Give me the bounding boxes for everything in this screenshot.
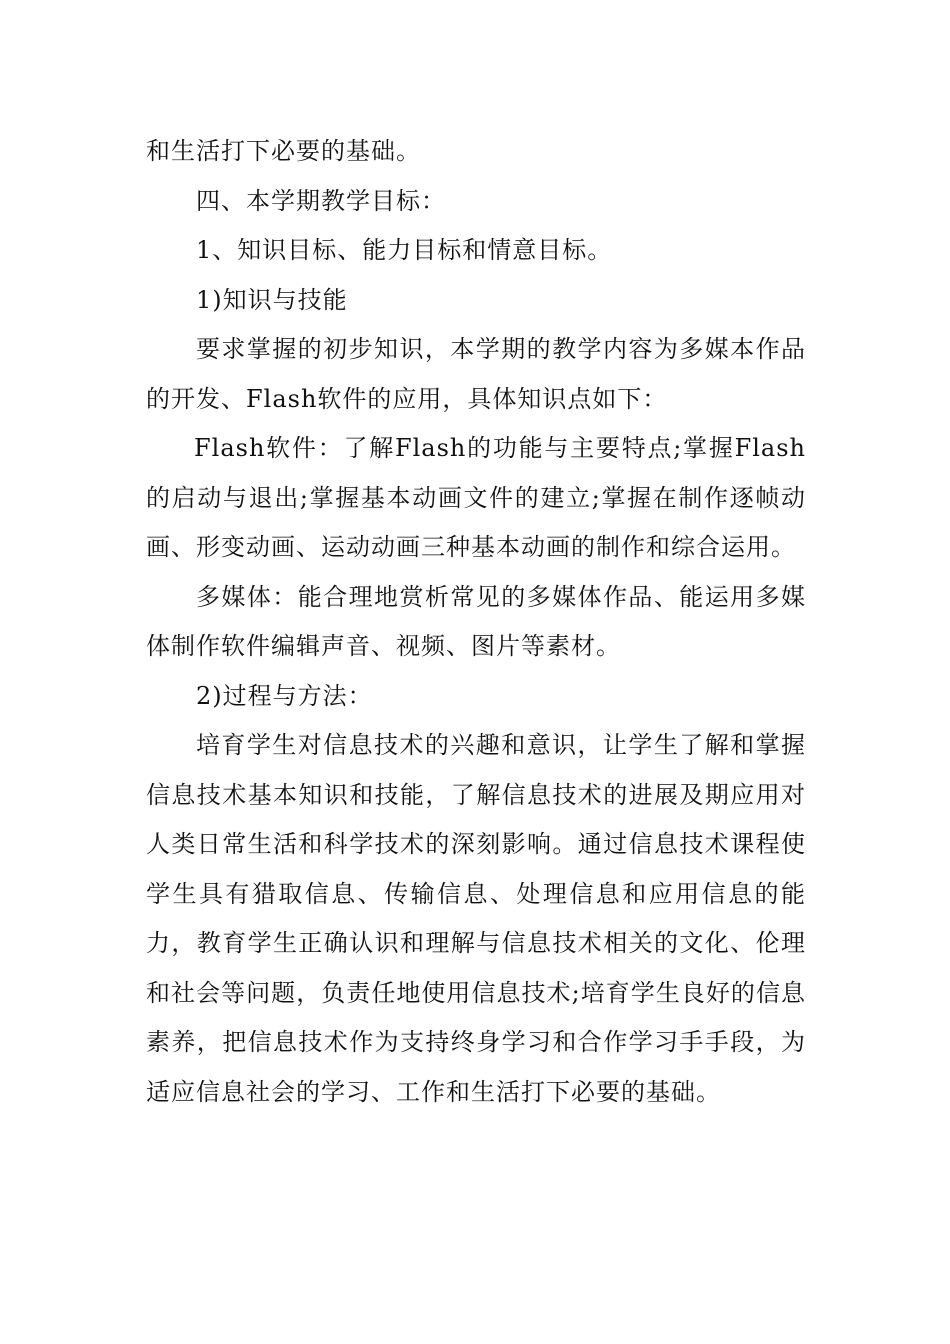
paragraph-continuation: 和生活打下必要的基础。 [146, 137, 421, 165]
document-body [146, 127, 806, 1117]
subheading-process-methods: 2)过程与方法： [196, 681, 373, 710]
paragraph-multimedia: 多媒体：能合理地赏析常见的多媒体作品、能运用多媒体制作软件编辑声音、视频、图片等素材。 [146, 582, 806, 660]
paragraph-cultivation: 培育学生对信息技术的兴趣和意识，让学生了解和掌握信息技术基本知识和技能，了解信息技术的进展及期应用对人类日常生活和科学技术的深刻影响。通过信息技术课程使学生具有猎取信息、传输信息、处理信息和应用信息的能力，教育学生正确认识和理解与信息技术相关的文化、伦理和社会等问题，负责任地使用信息技术;培育学生良好的信息素养，把信息技术作为支持终身学习和合作学习手手段，为适应信息社会的学习、工作和生活打下必要的基础。 [146, 731, 806, 1106]
paragraph-knowledge-intro: 要求掌握的初步知识，本学期的教学内容为多媒本作品的开发、Flash软件的应用，具体知识点如下： [146, 335, 806, 413]
subheading-knowledge-skills: 1)知识与技能 [196, 285, 348, 314]
paragraph-flash: Flash软件：了解Flash的功能与主要特点;掌握Flash的启动与退出;掌握基本动画文件的建立;掌握在制作逐帧动画、形变动画、运动动画三种基本动画的制作和综合运用。 [146, 434, 806, 561]
section-heading-goals: 四、本学期教学目标： [196, 186, 446, 215]
subheading-objectives: 1、知识目标、能力目标和情意目标。 [196, 236, 613, 264]
